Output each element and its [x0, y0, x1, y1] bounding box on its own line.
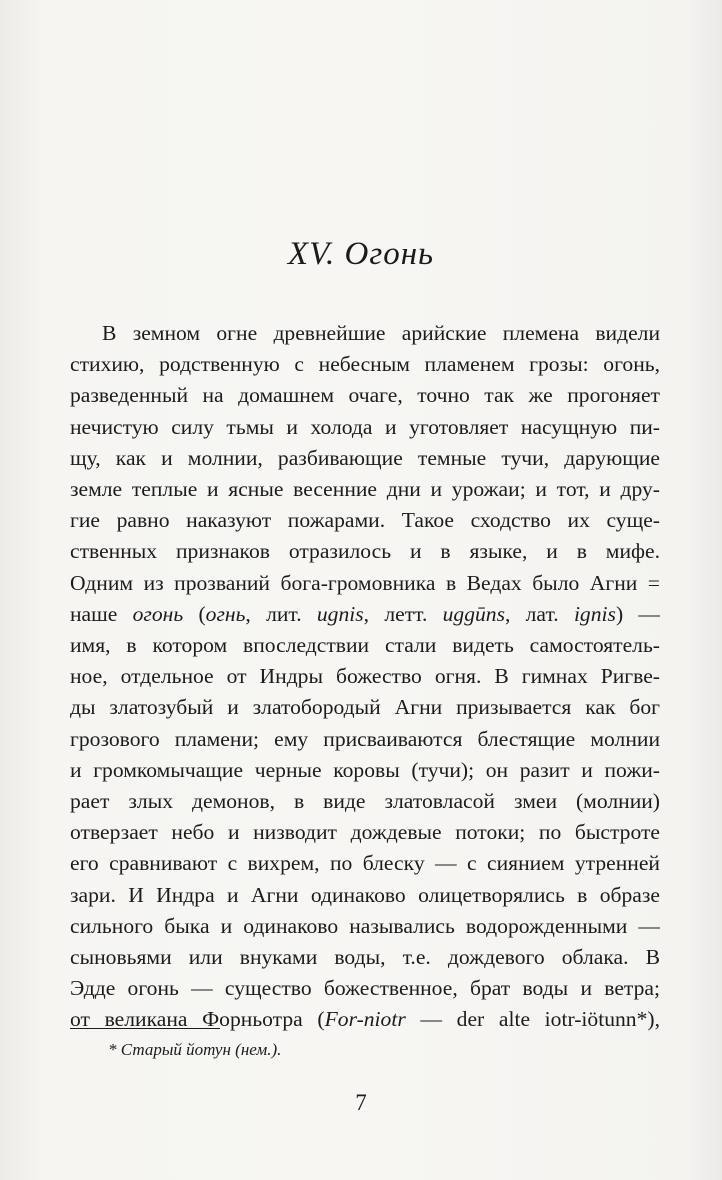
body-line	[70, 630, 660, 661]
body-line	[70, 505, 660, 536]
text-segment: и громкомычащие черные коровы (тучи); он разит и пожи-	[70, 757, 660, 782]
footnote: * Старый йотун (нем.).	[108, 1040, 282, 1059]
italic-term: огнь	[205, 601, 246, 626]
text-segment: гие равно наказуют пожарами. Такое сходство их суще-	[70, 508, 660, 533]
body-line	[70, 755, 660, 786]
body-line	[70, 380, 660, 411]
text-segment: Одним из прозваний бога-громовника в Ведах было Агни =	[70, 570, 660, 595]
body-line	[70, 412, 660, 443]
footnote-rule	[70, 1028, 220, 1029]
text-segment: , летт.	[363, 601, 443, 626]
text-segment: его сравнивают с вихрем, по блеску — с сиянием утренней	[70, 851, 660, 876]
text-segment: , лат.	[505, 601, 574, 626]
italic-term: For-niotr	[324, 1007, 406, 1032]
body-line	[70, 443, 660, 474]
italic-term: огонь	[132, 601, 184, 626]
text-segment: отверзает небо и низводит дождевые потоки; по быстроте	[70, 820, 660, 845]
body-line	[70, 661, 660, 692]
text-segment: — der alte iotr-iötunn*),	[405, 1007, 660, 1032]
body-text	[70, 318, 660, 1036]
italic-term: ugnis	[316, 601, 364, 626]
text-segment: ное, отдельное от Индры божество огня. В гимнах Ригве-	[70, 664, 660, 689]
body-line	[70, 349, 660, 380]
text-segment: имя, в котором впоследствии стали видеть самостоятель-	[70, 633, 660, 658]
italic-term: ignis	[573, 601, 616, 626]
text-segment: земле теплые и ясные весенние дни и урожаи; и тот, и дру-	[70, 477, 660, 502]
body-line	[70, 599, 660, 630]
body-line	[70, 880, 660, 911]
text-segment: сыновьями или внуками воды, т.е. дождевого облака. В	[70, 945, 660, 970]
text-segment: разведенный на домашнем очаге, точно так же прогоняет	[70, 383, 660, 408]
body-line	[70, 692, 660, 723]
chapter-title: XV. Огонь	[287, 236, 435, 272]
body-line	[70, 536, 660, 567]
body-line	[70, 911, 660, 942]
body-line	[70, 474, 660, 505]
body-line	[70, 1004, 660, 1035]
body-line	[70, 318, 660, 349]
text-segment: ственных признаков отразилось и в языке, и в мифе.	[70, 539, 660, 564]
body-line	[70, 568, 660, 599]
body-line	[70, 786, 660, 817]
body-line	[70, 724, 660, 755]
text-segment: грозового пламени; ему присваиваются блестящие молнии	[70, 726, 660, 751]
body-line	[70, 817, 660, 848]
text-segment: нечистую силу тьмы и холода и уготовляет насущную пи-	[70, 414, 660, 439]
italic-term: uggūns	[442, 601, 505, 626]
text-segment: наше	[70, 601, 133, 626]
text-segment: от великана Форньотра (	[70, 1007, 325, 1032]
text-segment: ) —	[615, 601, 660, 626]
text-segment: стихию, родственную с небесным пламенем грозы: огонь,	[70, 352, 660, 377]
body-line	[70, 848, 660, 879]
text-segment: Эдде огонь — существо божественное, брат воды и ветра;	[70, 976, 660, 1001]
body-line	[70, 942, 660, 973]
body-line	[70, 973, 660, 1004]
page-number: 7	[355, 1090, 367, 1115]
text-segment: ды златозубый и златобородый Агни призывается как бог	[70, 695, 660, 720]
text-segment: щу, как и молнии, разбивающие темные тучи, дарующие	[70, 445, 660, 470]
text-segment: рает злых демонов, в виде златовласой змеи (молнии)	[70, 789, 660, 814]
text-segment: зари. И Индра и Агни одинаково олицетворялись в образе	[70, 882, 660, 907]
text-segment: , лит.	[245, 601, 317, 626]
text-segment: сильного быка и одинаково назывались водорожденными —	[70, 913, 660, 938]
text-segment: В земном огне древнейшие арийские племена видели	[102, 321, 660, 345]
text-segment: (	[183, 601, 206, 626]
